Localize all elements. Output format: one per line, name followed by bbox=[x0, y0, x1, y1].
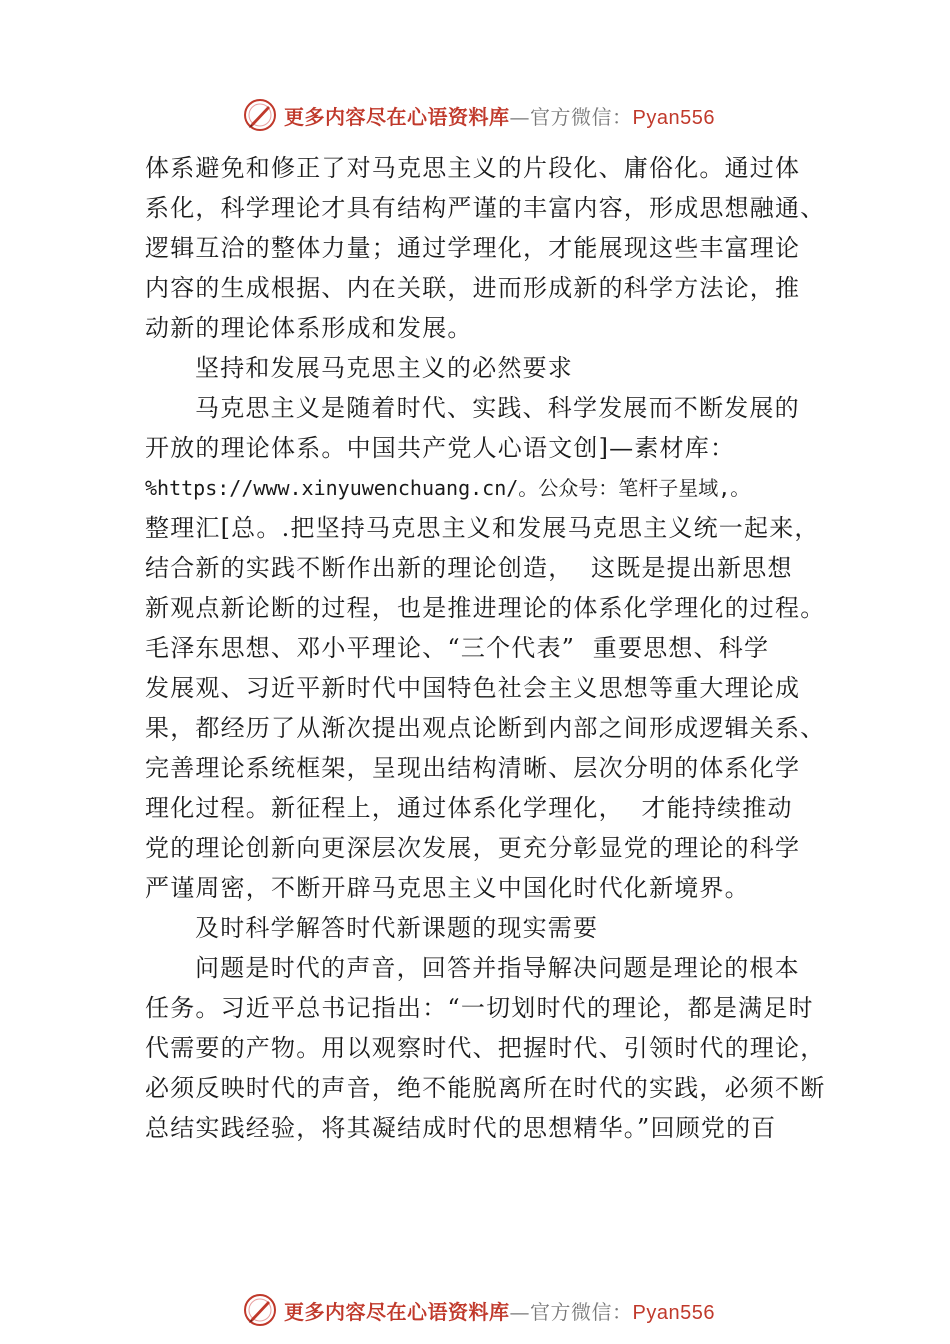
banner-text bbox=[284, 1296, 715, 1325]
paragraph-line: 党的理论创新向更深层次发展，更充分彰显党的理论的科学 bbox=[145, 834, 801, 862]
paragraph-line: 理化过程。新征程上，通过体系化学理化， 才能持续推动 bbox=[145, 794, 793, 822]
paragraph-line: 逻辑互洽的整体力量；通过学理化，才能展现这些丰富理论 bbox=[145, 234, 801, 262]
paragraph-line: 结合新的实践不断作出新的理论创造， 这既是提出新思想 bbox=[145, 554, 793, 582]
paragraph-line: 严谨周密，不断开辟马克思主义中国化时代化新境界。 bbox=[145, 874, 750, 902]
paragraph-line: 体系避免和修正了对马克思主义的片段化、庸俗化。通过体 bbox=[145, 154, 801, 182]
paragraph-line: 必须反映时代的声音，绝不能脱离所在时代的实践，必须不断 bbox=[145, 1074, 826, 1102]
paragraph-line: 果，都经历了从渐次提出观点论断到内部之间形成逻辑关系、 bbox=[145, 714, 826, 742]
paragraph-line: %https://www.xinyuwenchuang.cn/。公众号：笔杆子星域,。 bbox=[145, 476, 751, 500]
paragraph-line: 完善理论系统框架，呈现出结构清晰、层次分明的体系化学 bbox=[145, 754, 801, 782]
paragraph-line-indented: 及时科学解答时代新课题的现实需要 bbox=[195, 914, 599, 942]
paragraph-line: 发展观、习近平新时代中国特色社会主义思想等重大理论成 bbox=[145, 674, 801, 702]
paragraph-line: 整理汇[总。.把坚持马克思主义和发展马克思主义统一起来， bbox=[145, 514, 820, 542]
banner-wechat-id: Pyan556 bbox=[632, 106, 715, 129]
paragraph-line: 代需要的产物。用以观察时代、把握时代、引领时代的理论， bbox=[145, 1034, 826, 1062]
paragraph-line: 总结实践经验，将其凝结成时代的思想精华。”回顾党的百 bbox=[145, 1114, 777, 1142]
header-banner bbox=[242, 95, 715, 135]
paragraph-line-indented: 马克思主义是随着时代、实践、科学发展而不断发展的 bbox=[195, 394, 800, 422]
banner-text bbox=[284, 101, 715, 130]
document-body bbox=[145, 148, 825, 1148]
paragraph-line: 系化，科学理论才具有结构严谨的丰富内容，形成思想融通、 bbox=[145, 194, 826, 222]
paragraph-line: 毛泽东思想、邓小平理论、“三个代表” 重要思想、科学 bbox=[145, 634, 770, 662]
banner-separator: —官方微信： bbox=[509, 1299, 633, 1324]
brand-logo-icon bbox=[242, 97, 278, 133]
paragraph-line-indented: 坚持和发展马克思主义的必然要求 bbox=[195, 354, 573, 382]
banner-separator: —官方微信： bbox=[509, 104, 633, 129]
footer-banner bbox=[242, 1290, 715, 1330]
paragraph-line: 任务。习近平总书记指出：“一切划时代的理论，都是满足时 bbox=[145, 994, 814, 1022]
paragraph-line-indented: 问题是时代的声音，回答并指导解决问题是理论的根本 bbox=[195, 954, 800, 982]
banner-prefix: 更多内容尽在心语资料库 bbox=[284, 104, 510, 129]
banner-wechat-id: Pyan556 bbox=[632, 1301, 715, 1324]
brand-logo-icon bbox=[242, 1292, 278, 1328]
banner-prefix: 更多内容尽在心语资料库 bbox=[284, 1299, 510, 1324]
paragraph-line: 开放的理论体系。中国共产党人心语文创]—素材库： bbox=[145, 434, 736, 462]
paragraph-line: 内容的生成根据、内在关联，进而形成新的科学方法论，推 bbox=[145, 274, 801, 302]
paragraph-line: 新观点新论断的过程，也是推进理论的体系化学理化的过程。 bbox=[145, 594, 826, 622]
paragraph-line: 动新的理论体系形成和发展。 bbox=[145, 314, 473, 342]
